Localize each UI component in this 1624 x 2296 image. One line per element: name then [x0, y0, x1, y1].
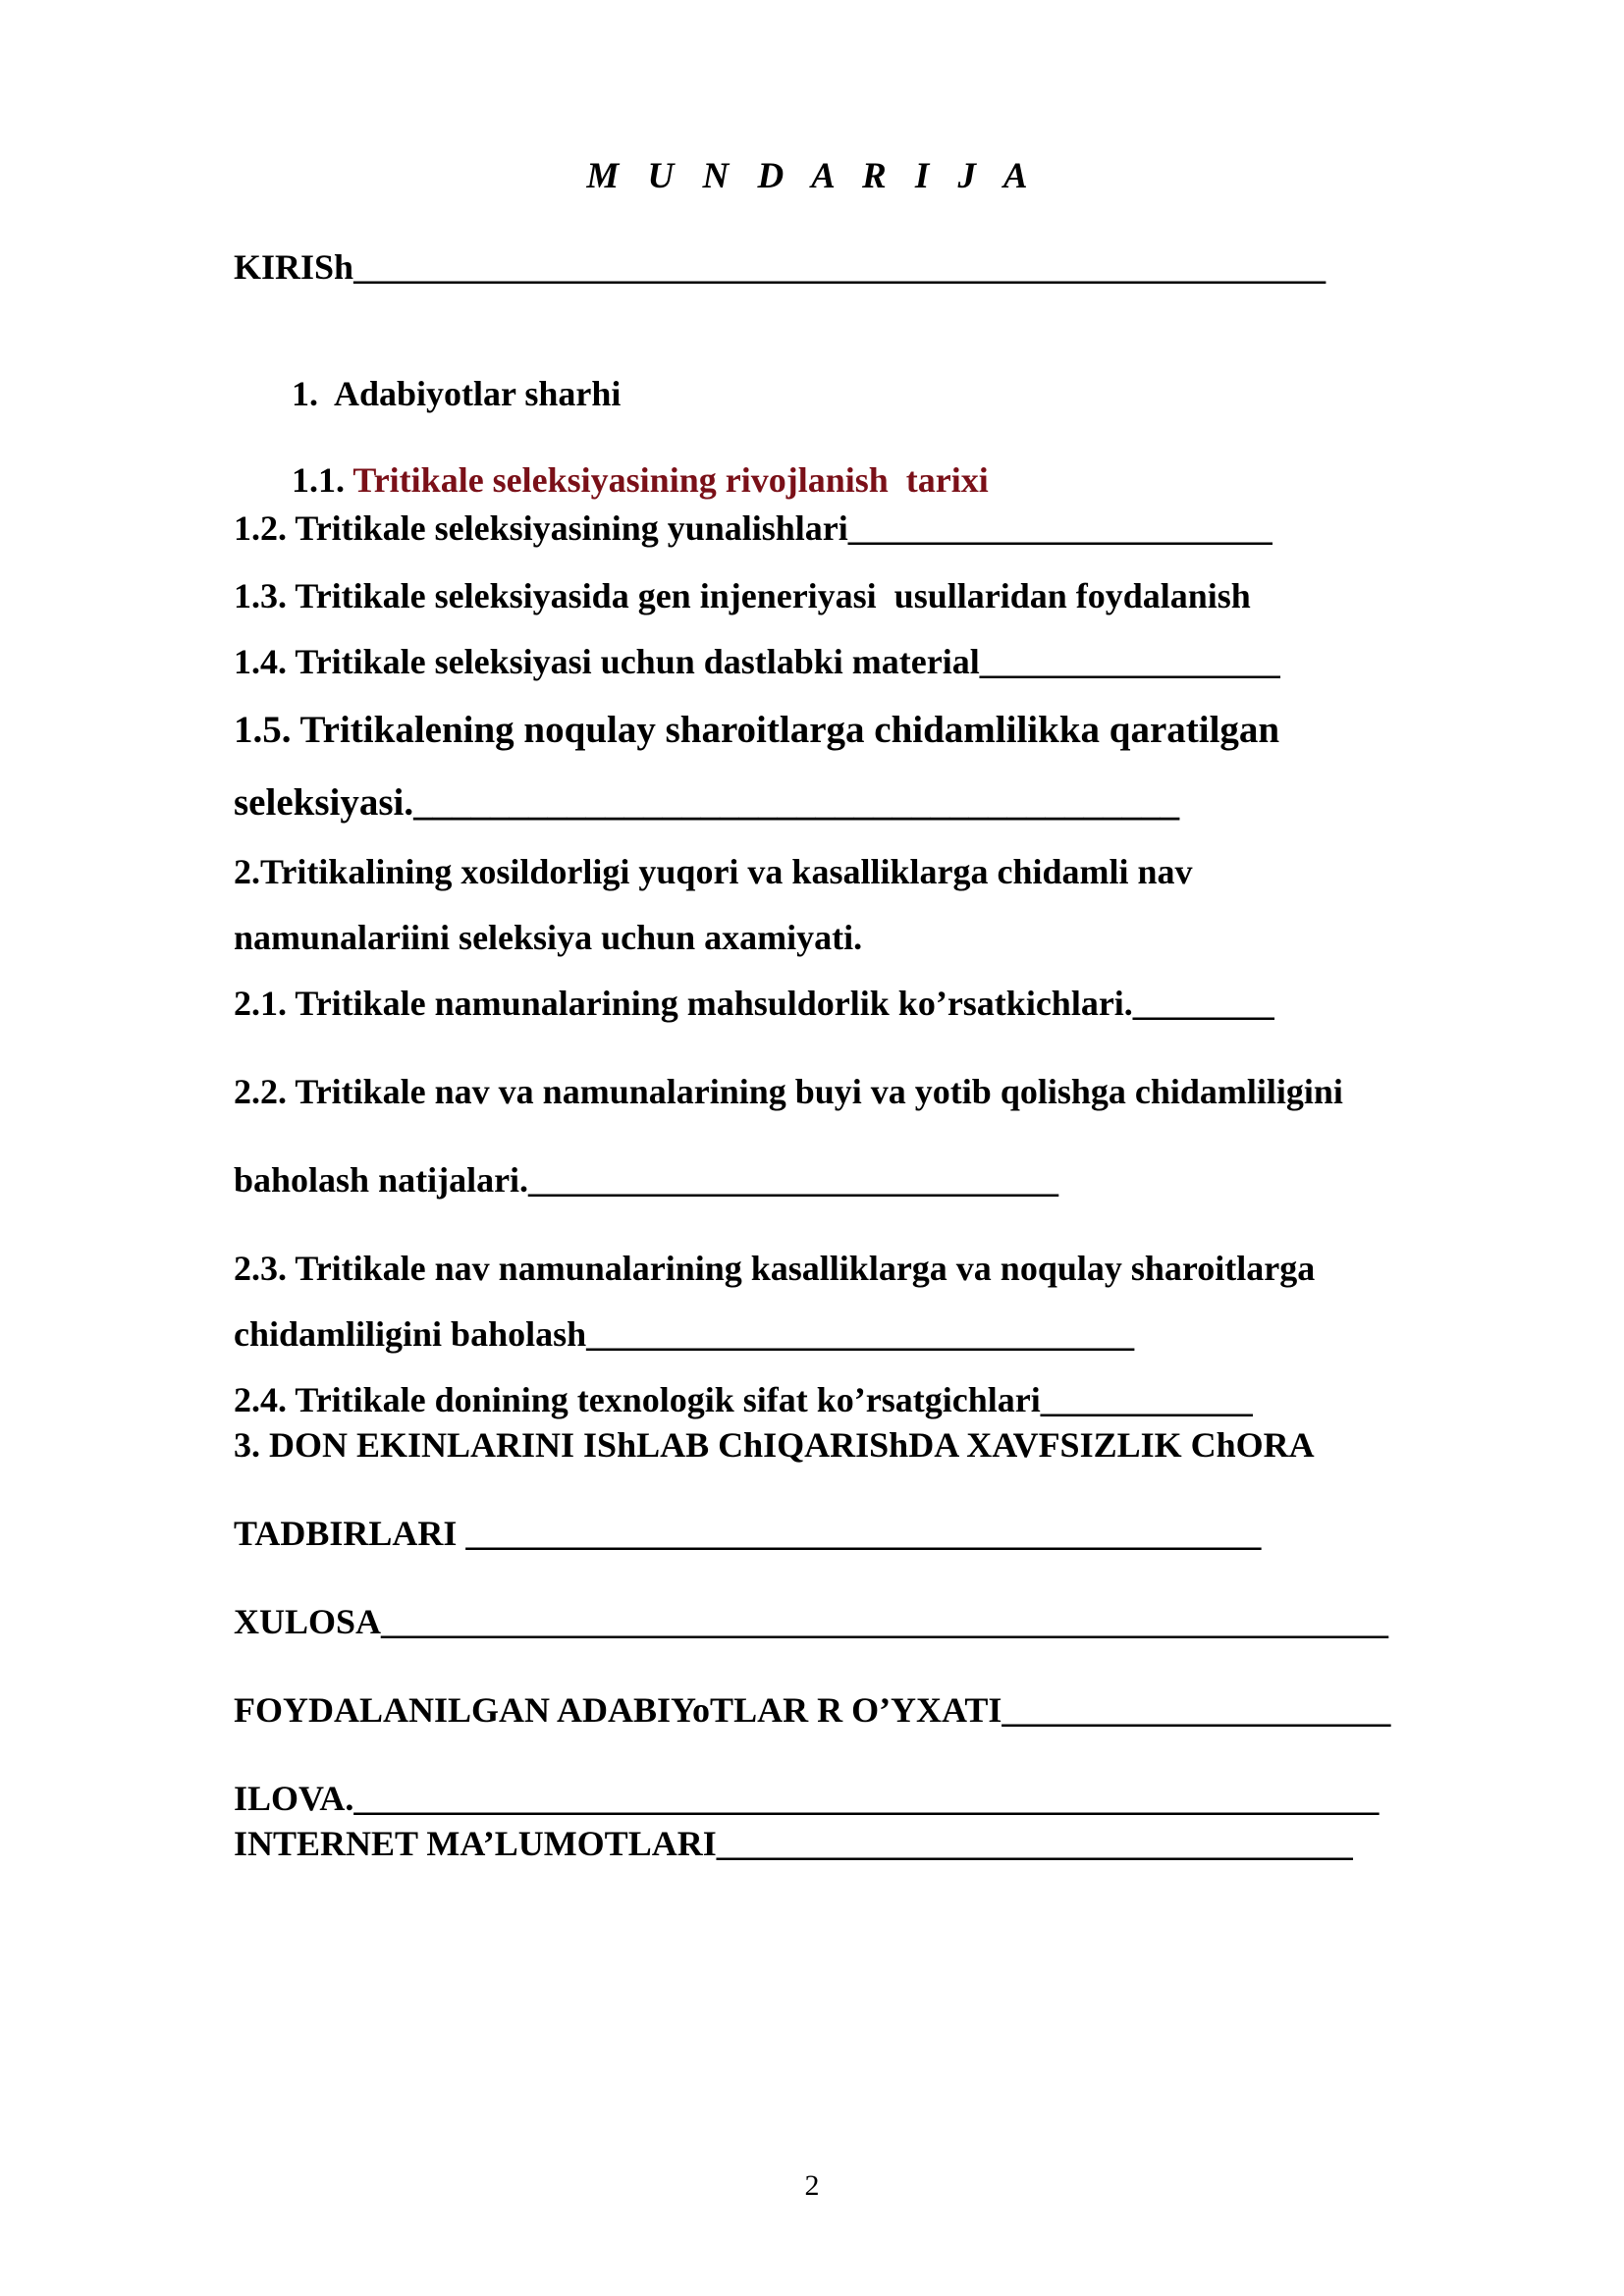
toc-entry-2-3-line1: 2.3. Tritikale nav namunalarining kasalliklarga va noqulay sharoitlarga: [234, 1249, 1316, 1288]
toc-entry-3-line1: 3. DON EKINLARINI IShLAB ChIQARIShDA XAVFSIZLIK ChORA: [234, 1425, 1315, 1465]
toc-entry-2-1: 2.1. Tritikale namunalarining mahsuldorlik ko’rsatkichlari.________: [234, 984, 1274, 1023]
toc-entry-3-line2: TADBIRLARI _____________________________________________: [234, 1514, 1262, 1553]
toc-entry-internet: INTERNET MA’LUMOTLARI____________________________________: [234, 1824, 1353, 1863]
toc-entry-xulosa: XULOSA_________________________________________________________: [234, 1602, 1389, 1641]
toc-entry-2-3-line2: chidamliligini baholash_______________________________: [234, 1314, 1135, 1354]
toc-entry-1-1-number: 1.1.: [292, 460, 353, 501]
toc-title: M U N D A R I J A: [586, 156, 1038, 196]
toc-entry-1: [274, 334, 621, 415]
toc-entry-1-5-line1: 1.5. Tritikalening noqulay sharoitlarga chidamlilikka qaratilgan: [234, 709, 1280, 751]
toc-entry-ilova: ILOVA.__________________________________________________________: [234, 1779, 1380, 1818]
toc-entry-2-2-line2: baholash natijalari.______________________________: [234, 1160, 1059, 1200]
toc-entry-foydalanilgan-adabiyotlar: FOYDALANILGAN ADABIYoTLAR R O’YXATI______________________: [234, 1690, 1391, 1730]
toc-entry-1-number: 1.: [292, 374, 335, 414]
toc-entry-2-line1: 2.Tritikalining xosildorligi yuqori va kasalliklarga chidamli nav: [234, 852, 1193, 891]
toc-entry-2-4: 2.4. Tritikale donining texnologik sifat ko’rsatgichlari____________: [234, 1380, 1253, 1419]
toc-entry-kirish: KIRISh_______________________________________________________: [234, 247, 1326, 287]
toc-entry-1-2: 1.2. Tritikale seleksiyasining yunalishlari________________________: [234, 508, 1272, 548]
page-number: 2: [804, 2169, 820, 2202]
toc-entry-1-3: 1.3. Tritikale seleksiyasida gen injeneriyasi usullaridan foydalanish: [234, 576, 1251, 615]
toc-entry-1-1-text: Tritikale seleksiyasining rivojlanish tarixi: [352, 460, 989, 501]
toc-entry-1-4: 1.4. Tritikale seleksiyasi uchun dastlabki material_________________: [234, 642, 1280, 681]
toc-entry-1-text: Adabiyotlar sharhi: [334, 374, 622, 414]
toc-entry-2-line2: namunalariini seleksiya uchun axamiyati.: [234, 918, 863, 957]
toc-entry-1-5-line2: seleksiyasi.________________________________________: [234, 781, 1180, 824]
toc-entry-1-1: [274, 420, 989, 502]
toc-entry-2-2-line1: 2.2. Tritikale nav va namunalarining buyi va yotib qolishga chidamliligini: [234, 1072, 1343, 1111]
